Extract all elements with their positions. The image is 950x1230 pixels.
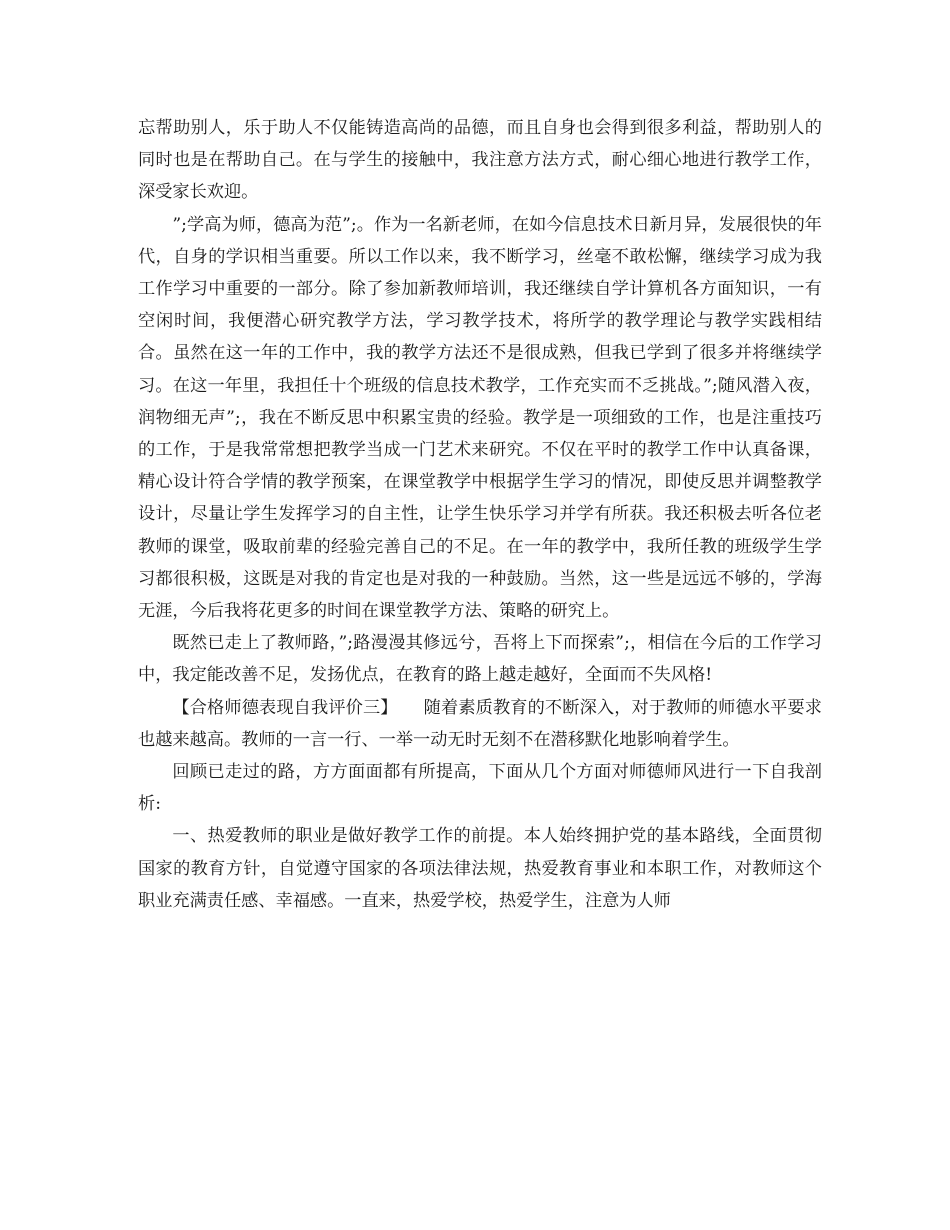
- paragraph-4-section-heading: 【合格师德表现自我评价三】 随着素质教育的不断深入，对于教师的师德水平要求也越来越高。教师的一言一行、一举一动无时无刻不在潜移默化地影响着学生。: [138, 697, 822, 750]
- paragraph-3: 既然已走上了教师路，”;路漫漫其修远兮，吾将上下而探索”;，相信在今后的工作学习中，我定能改善不足，发扬优点，在教育的路上越走越好，全面而不失风格!: [138, 633, 822, 686]
- paragraph-1: 忘帮助别人，乐于助人不仅能铸造高尚的品德，而且自身也会得到很多利益，帮助别人的同时也是在帮助自己。在与学生的接触中，我注意方法方式，耐心细心地进行教学工作，深受家长欢迎。: [138, 118, 822, 203]
- document-body: [138, 112, 822, 917]
- paragraph-6: 一、热爱教师的职业是做好教学工作的前提。本人始终拥护党的基本路线，全面贯彻国家的教育方针，自觉遵守国家的各项法律法规，热爱教育事业和本职工作，对教师这个职业充满责任感、幸福感。一直来，热爱学校，热爱学生，注意为人师: [138, 826, 822, 911]
- paragraph-5: 回顾已走过的路，方方面面都有所提高，下面从几个方面对师德师风进行一下自我剖析:: [138, 762, 822, 815]
- paragraph-2: ”;学高为师，德高为范”;。作为一名新老师，在如今信息技术日新月异，发展很快的年代，自身的学识相当重要。所以工作以来，我不断学习，丝毫不敢松懈，继续学习成为我工作学习中重要的一部分。除了参加新教师培训，我还继续自学计算机各方面知识，一有空闲时间，我便潜心研究教学方法，学习教学技术，将所学的教学理论与教学实践相结合。虽然在这一年的工作中，我的教学方法还不是很成熟，但我已学到了很多并将继续学习。在这一年里，我担任十个班级的信息技术教学，工作充实而不乏挑战。”;随风潜入夜，润物细无声”;，我在不断反思中积累宝贵的经验。教学是一项细致的工作，也是注重技巧的工作，于是我常常想把教学当成一门艺术来研究。不仅在平时的教学工作中认真备课，精心设计符合学情的教学预案，在课堂教学中根据学生学习的情况，即使反思并调整教学设计，尽量让学生发挥学习的自主性，让学生快乐学习并学有所获。我还积极去听各位老教师的课堂，吸取前辈的经验完善自己的不足。在一年的教学中，我所任教的班级学生学习都很积极，这既是对我的肯定也是对我的一种鼓励。当然，这一些是远远不够的，学海无涯，今后我将花更多的时间在课堂教学方法、策略的研究上。: [138, 214, 822, 622]
